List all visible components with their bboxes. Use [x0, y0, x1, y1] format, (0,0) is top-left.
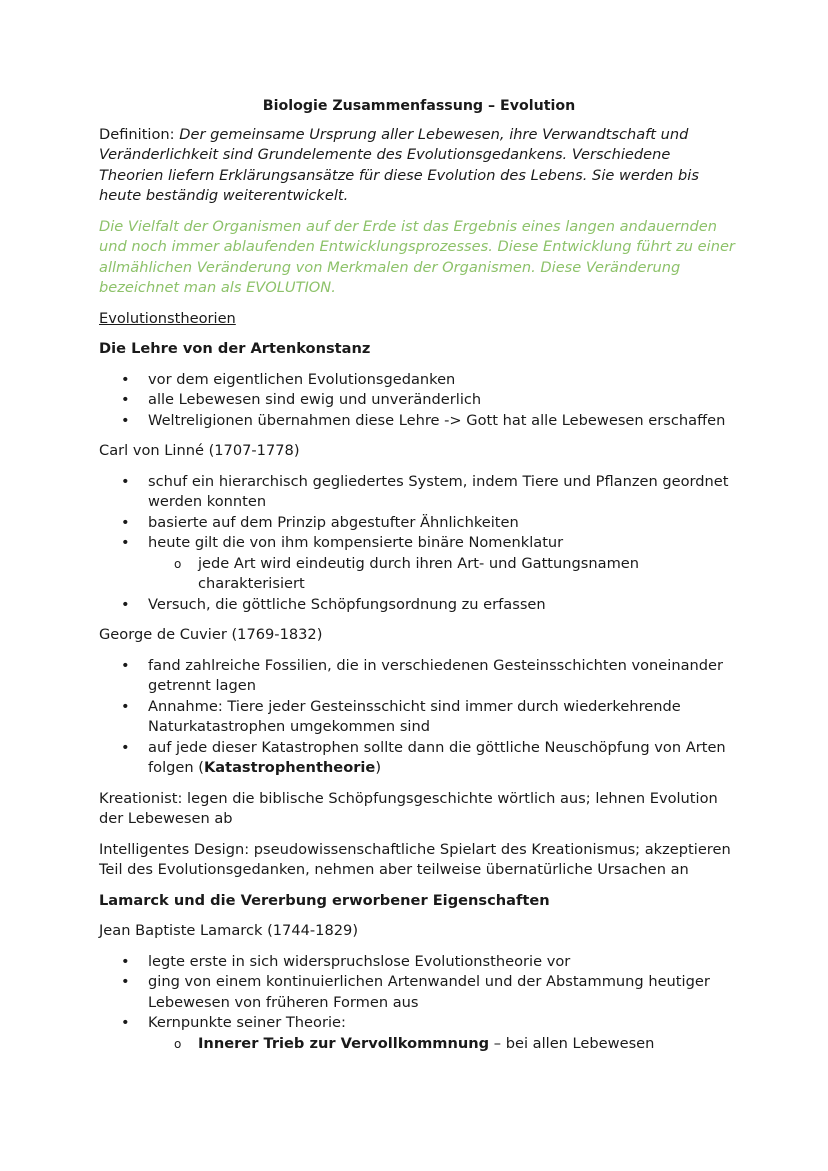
- evolution-highlight: Die Vielfalt der Organismen auf der Erde ist das Ergebnis eines langen andauernden und noch immer ablaufenden Entwicklungsprozesses. Diese Entwicklung führt zu einer allmählichen Veränderung von Merkmalen der Organismen. Diese Veränderung bezeichnet man als EVOLUTION.: [99, 217, 735, 296]
- list-item-text-end: ): [375, 759, 382, 776]
- term-innerer-trieb: Innerer Trieb zur Vervollkommnung: [198, 1034, 490, 1052]
- list-item-text: Kernpunkte seiner Theorie:: [148, 1014, 346, 1031]
- list-lamarck: [99, 952, 739, 1055]
- list-item: • fand zahlreiche Fossilien, die in verschiedenen Gesteinsschichten voneinander getrennt lagen: [99, 656, 739, 697]
- sub-list-item-text: – bei allen Lebewesen: [489, 1034, 655, 1052]
- definition-label: Definition:: [99, 125, 180, 143]
- term-katastrophentheorie: Katastrophentheorie: [203, 759, 376, 776]
- list-item: • Weltreligionen übernahmen diese Lehre -> Gott hat alle Lebewesen erschaffen: [99, 411, 739, 432]
- name-linne: Carl von Linné (1707-1778): [99, 442, 300, 459]
- list-cuvier: [99, 656, 739, 779]
- document-title: Biologie Zusammenfassung – Evolution: [262, 98, 576, 114]
- list-item: [99, 533, 739, 595]
- list-item: [99, 738, 739, 779]
- heading-lamarck: Lamarck und die Vererbung erworbener Eigenschaften: [99, 891, 550, 909]
- list-item: [99, 1013, 739, 1054]
- sublist-lamarck: [148, 1034, 739, 1055]
- section-label-evolutionstheorien: Evolutionstheorien: [99, 309, 236, 327]
- list-item-text: auf jede dieser Katastrophen sollte dann die göttliche Neuschöpfung von Arten folgen (: [148, 738, 726, 776]
- list-item: • schuf ein hierarchisch gegliedertes System, indem Tiere und Pflanzen geordnet werden konnten: [99, 472, 739, 513]
- list-artenkonstanz: [99, 370, 739, 432]
- definition-text: Der gemeinsame Ursprung aller Lebewesen, ihre Verwandtschaft und Veränderlichkeit sind Grundelemente des Evolutionsgedankens. Verschiedene Theorien liefern Erklärungsansätze für diese Evolution des Lebens. Sie werden bis heute beständig weiterentwickelt.: [99, 125, 699, 204]
- list-linne: [99, 472, 739, 616]
- kreationist-paragraph: Kreationist: legen die biblische Schöpfungsgeschichte wörtlich aus; lehnen Evolution der Lebewesen ab: [99, 789, 718, 827]
- heading-artenkonstanz: Die Lehre von der Artenkonstanz: [99, 340, 371, 357]
- definition-paragraph: [99, 125, 739, 207]
- name-lamarck: Jean Baptiste Lamarck (1744-1829): [99, 922, 359, 939]
- design-paragraph: Intelligentes Design: pseudowissenschaftliche Spielart des Kreationismus; akzeptieren Teil des Evolutionsgedanken, nehmen aber teilweise übernatürliche Ursachen an: [99, 840, 731, 878]
- list-item: • legte erste in sich widerspruchslose Evolutionstheorie vor: [99, 952, 739, 973]
- sub-list-item: o jede Art wird eindeutig durch ihren Art- und Gattungsnamen charakterisiert: [99, 554, 739, 595]
- list-item: • Versuch, die göttliche Schöpfungsordnung zu erfassen: [99, 595, 739, 616]
- sublist-linne: [148, 554, 739, 595]
- list-item: • ging von einem kontinuierlichen Artenwandel und der Abstammung heutiger Lebewesen von früheren Formen aus: [99, 972, 739, 1013]
- list-item: • basierte auf dem Prinzip abgestufter Ähnlichkeiten: [99, 513, 739, 534]
- name-cuvier: George de Cuvier (1769-1832): [99, 626, 323, 643]
- sub-list-item: [99, 1034, 739, 1055]
- list-item: • Annahme: Tiere jeder Gesteinsschicht sind immer durch wiederkehrende Naturkatastrophen umgekommen sind: [99, 697, 739, 738]
- list-item-text: heute gilt die von ihm kompensierte binäre Nomenklatur: [148, 534, 564, 551]
- list-item: • vor dem eigentlichen Evolutionsgedanken: [99, 370, 739, 391]
- list-item: • alle Lebewesen sind ewig und unveränderlich: [99, 390, 739, 411]
- document-page: [99, 96, 739, 1064]
